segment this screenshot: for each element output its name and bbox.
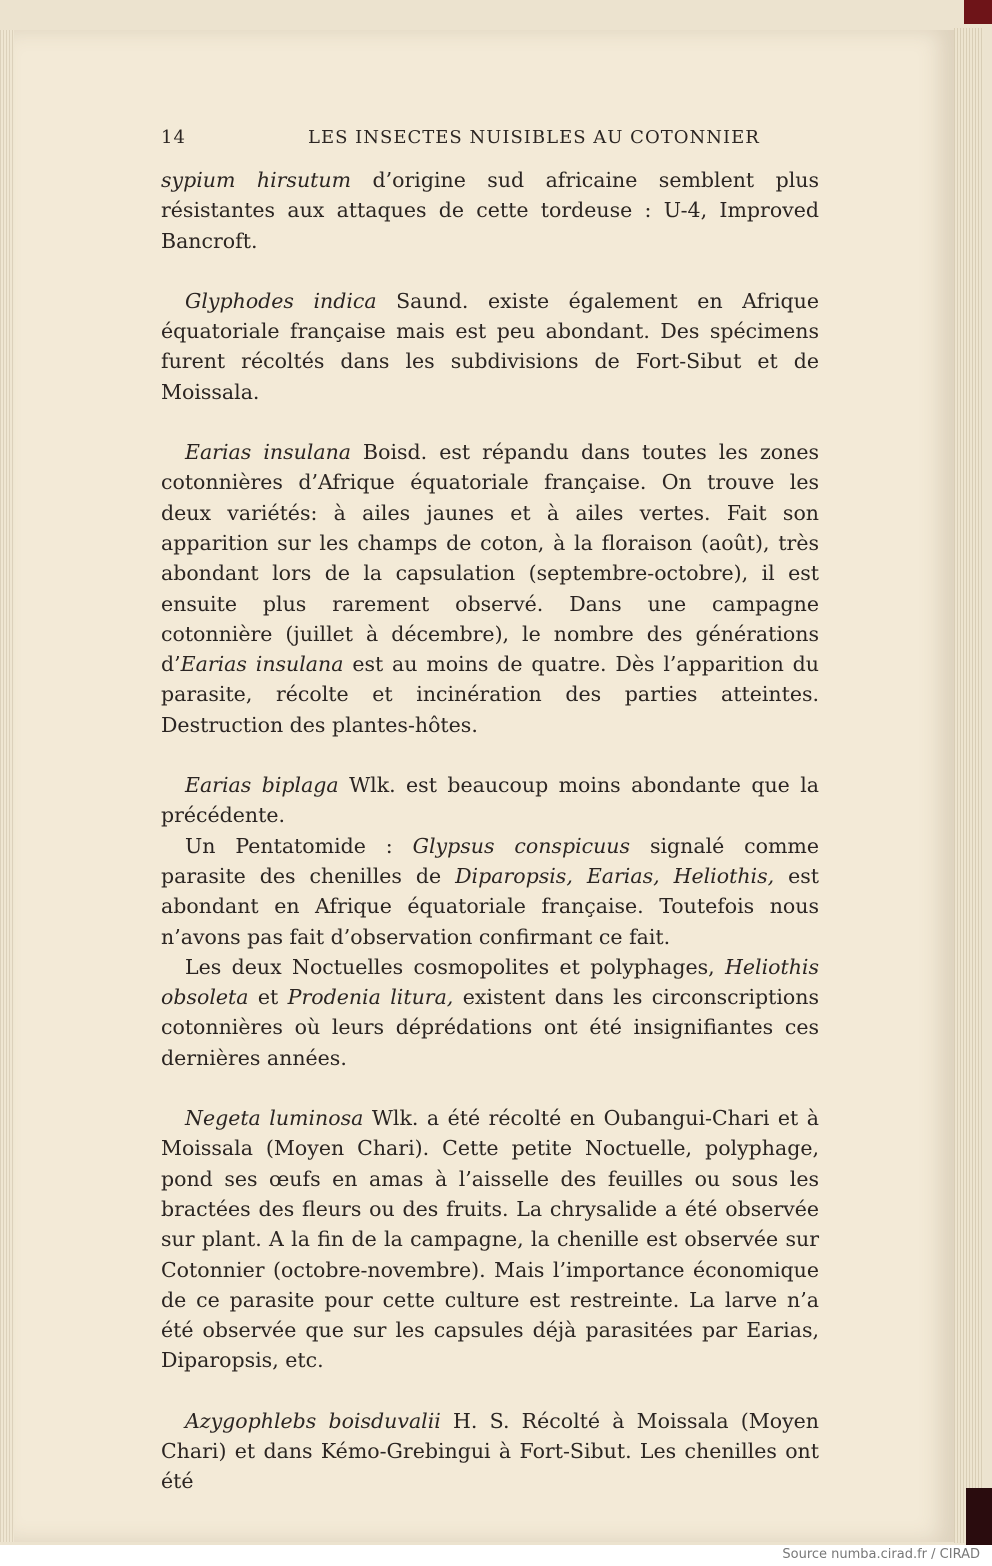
text-run: Saund. existe également en Afrique équatoriale française mais est peu abondant. Des spécimens furent récoltés dans les subdivisions de Fort-Sibut et de Moissala.: [161, 288, 820, 404]
species-name: Earias insulana: [180, 652, 344, 677]
text-run: est abondant en Afrique équatoriale française. Toutefois nous n’avons pas fait d’observation confirmant ce fait.: [161, 863, 819, 949]
species-name: Azygophlebs boisduvalii: [185, 1408, 441, 1433]
paragraph: [161, 831, 819, 952]
text-run: Un Pentatomide :: [185, 833, 413, 858]
text-run: et: [248, 985, 288, 1010]
paragraph: [161, 770, 819, 831]
bookmark-tab-top: [964, 0, 992, 24]
paragraph: [161, 952, 819, 1073]
species-name: sypium hirsutum: [161, 168, 352, 192]
text-run: signalé comme parasite des chenilles de: [161, 833, 819, 888]
text-run: d’origine sud africaine semblent plus résistantes aux attaques de cette tordeuse : U-4, Improved Bancroft.: [161, 168, 819, 253]
text-run: Wlk. a été récolté en Oubangui-Chari et à Moissala (Moyen Chari). Cette petite Noctuelle, polyphage, pond ses œufs en amas à l’aisselle des feuilles ou sous les bractées des fleurs ou des fruits. La chrysalide a été observée sur plant. A la fin de la campagne, la chenille est observée sur Cotonnier (octobre-novembre). Mais l’importance économique de ce parasite pour cette culture est restreinte. La larve n’a été observée que sur les capsules déjà parasitées par Earias, Diparopsis, etc.: [161, 1106, 820, 1373]
species-name: Negeta luminosa: [185, 1106, 364, 1131]
paragraph: [161, 1103, 819, 1376]
body-text: [161, 165, 819, 1497]
paragraph: [161, 437, 819, 740]
running-title: LES INSECTES NUISIBLES AU COTONNIER: [308, 127, 760, 148]
paragraph: [161, 165, 819, 256]
species-name: Heliothis obsoleta: [161, 954, 819, 1010]
text-run: H. S. Récolté à Moissala (Moyen Chari) et dans Kémo-Grebingui à Fort-Sibut. Les chenilles ont été: [161, 1408, 819, 1494]
species-name: Prodenia litura,: [287, 985, 454, 1010]
text-run: est au moins de quatre. Dès l’apparition du parasite, récolte et incinération des parties atteintes. Destruction des plantes-hôtes.: [161, 652, 819, 737]
page-number: 14: [161, 127, 186, 148]
species-name: Earias biplaga: [185, 773, 339, 798]
left-page-edges: [0, 30, 14, 1542]
text-run: existent dans les circonscriptions cotonnières où leurs déprédations ont été insignifiantes ces dernières années.: [161, 985, 819, 1070]
source-credit: Source numba.cirad.fr / CIRAD: [782, 1547, 980, 1562]
page-header: [161, 127, 819, 153]
bookmark-tab-bottom: [966, 1488, 992, 1545]
text-run: Boisd. est répandu dans toutes les zones cotonnières d’Afrique équatoriale française. On trouve les deux variétés: à ailes jaunes et à ailes vertes. Fait son apparition sur les champs de coton, à la floraison (août), très abondant lors de la capsulation (septembre-octobre), il est ensuite plus rarement observé. Dans une campagne cotonnière (juillet à décembre), le nombre des générations d’: [161, 440, 819, 677]
text-run: Wlk. est beaucoup moins abondante que la précédente.: [161, 773, 819, 828]
paragraph: [161, 1406, 819, 1497]
right-page-edges: [954, 28, 984, 1543]
species-name: Glypsus conspicuus: [412, 833, 631, 858]
text-run: Les deux Noctuelles cosmopolites et polyphages,: [185, 954, 726, 979]
species-name: Glyphodes indica: [185, 288, 377, 313]
species-name: Diparopsis, Earias, Heliothis,: [455, 863, 775, 888]
paragraph: [161, 286, 819, 407]
species-name: Earias insulana: [185, 440, 352, 465]
source-footer: [0, 1545, 992, 1566]
